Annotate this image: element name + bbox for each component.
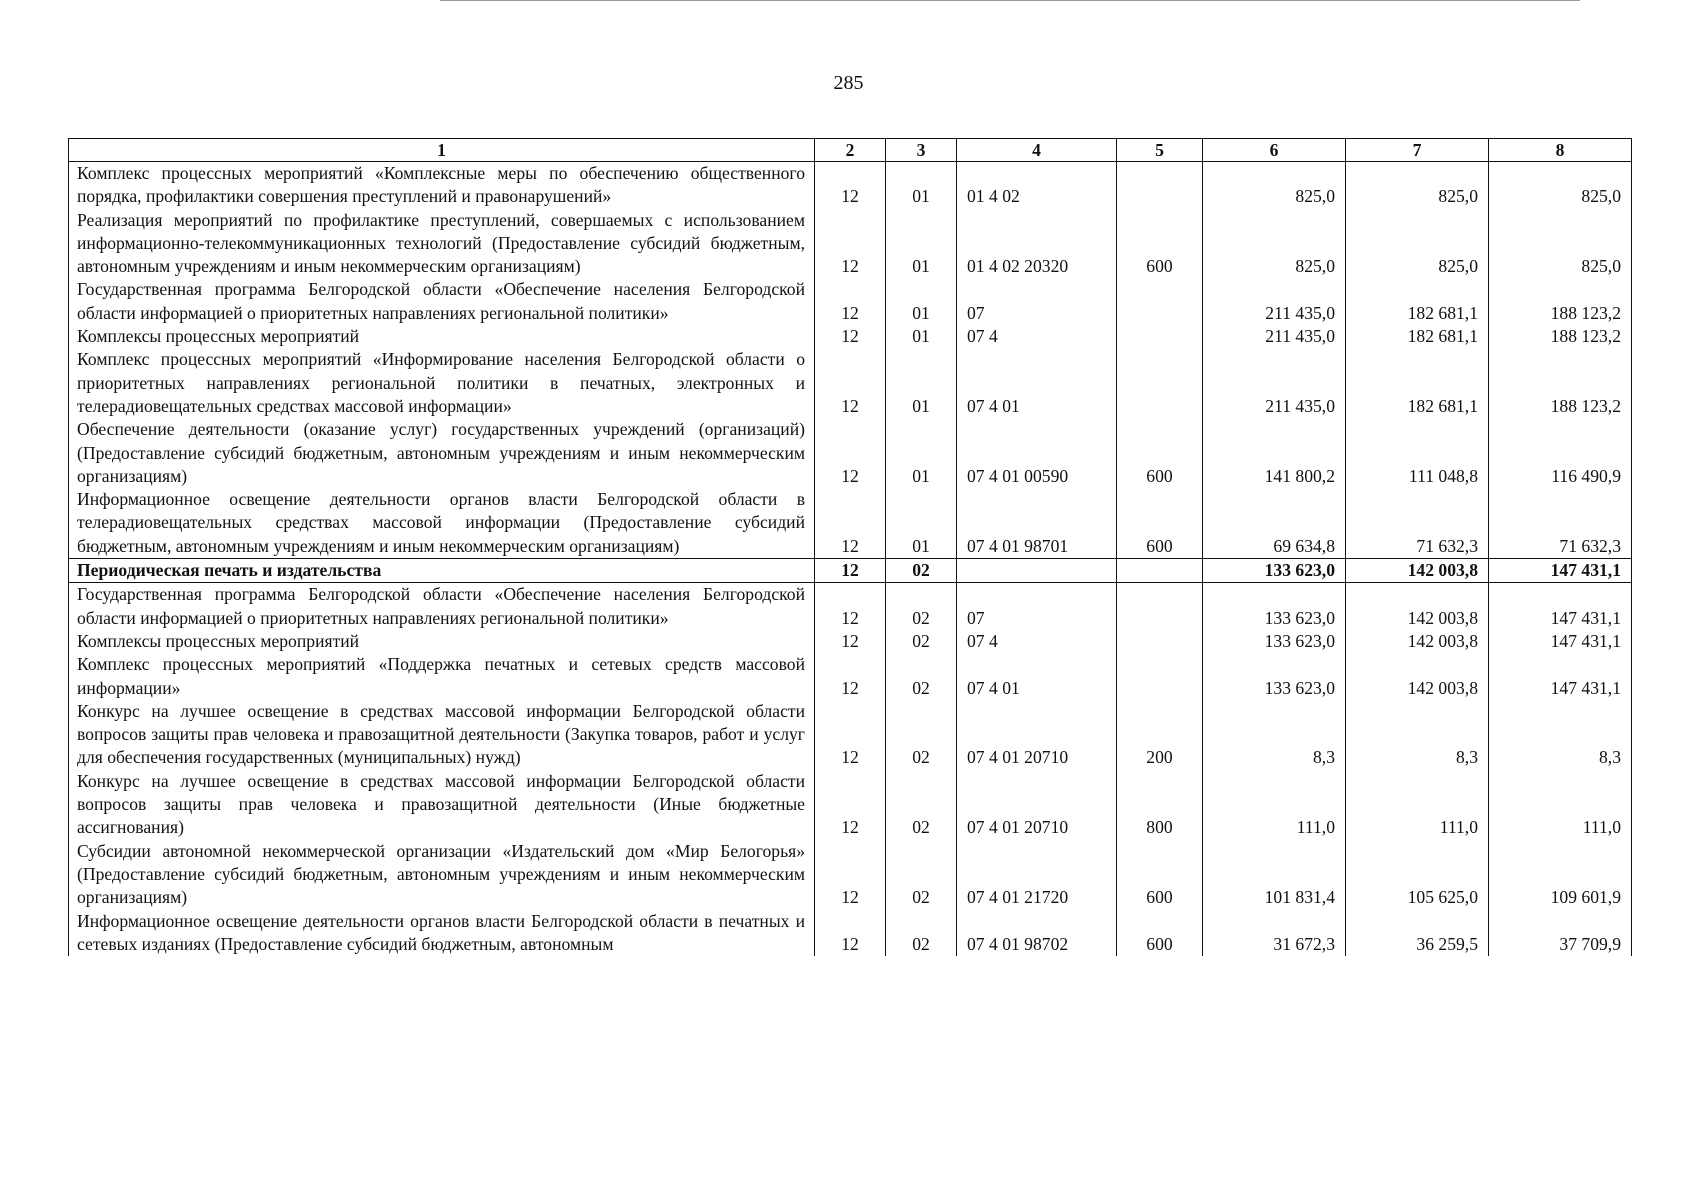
table-row xyxy=(69,278,1632,325)
row-expense-type: 600 xyxy=(1117,910,1203,957)
row-name: Информационное освещение деятельности органов власти Белгородской области в телерадиовещательных средствах массовой информации (Предоставление субсидий бюджетным, автономным учреждениям и иным некоммерческим организациям) xyxy=(69,488,815,558)
row-name: Комплекс процессных мероприятий «Информирование населения Белгородской области о приоритетных направлениях региональной политики в печатных, электронных и телерадиовещательных средствах массовой информации» xyxy=(69,348,815,418)
header-col-8: 8 xyxy=(1489,139,1632,162)
row-amount-col6: 825,0 xyxy=(1203,162,1346,209)
row-name: Субсидии автономной некоммерческой организации «Издательский дом «Мир Белогорья» (Предоставление субсидий бюджетным, автономным учреждениям и иным некоммерческим организациям) xyxy=(69,840,815,910)
row-amount-col6: 133 623,0 xyxy=(1203,630,1346,653)
row-section-code: 12 xyxy=(815,348,886,418)
row-section-code: 12 xyxy=(815,653,886,700)
row-subsection-code: 01 xyxy=(886,488,957,558)
row-target-article: 07 4 01 20710 xyxy=(957,700,1117,770)
row-expense-type: 200 xyxy=(1117,700,1203,770)
row-amount-col7: 71 632,3 xyxy=(1346,488,1489,558)
row-expense-type xyxy=(1117,278,1203,325)
row-amount-col7: 182 681,1 xyxy=(1346,348,1489,418)
row-amount-col6: 825,0 xyxy=(1203,209,1346,279)
table-row xyxy=(69,325,1632,348)
row-name: Периодическая печать и издательства xyxy=(69,559,815,583)
row-subsection-code: 02 xyxy=(886,653,957,700)
row-expense-type xyxy=(1117,325,1203,348)
row-target-article: 07 4 01 20710 xyxy=(957,770,1117,840)
row-section-code: 12 xyxy=(815,700,886,770)
row-amount-col6: 141 800,2 xyxy=(1203,418,1346,488)
row-amount-col7: 182 681,1 xyxy=(1346,325,1489,348)
row-amount-col7: 36 259,5 xyxy=(1346,910,1489,957)
table-row xyxy=(69,209,1632,279)
row-amount-col7: 182 681,1 xyxy=(1346,278,1489,325)
table-row xyxy=(69,488,1632,558)
row-amount-col7: 142 003,8 xyxy=(1346,653,1489,700)
row-target-article: 07 4 01 xyxy=(957,653,1117,700)
row-section-code: 12 xyxy=(815,209,886,279)
row-target-article: 07 4 01 21720 xyxy=(957,840,1117,910)
row-amount-col8: 116 490,9 xyxy=(1489,418,1632,488)
table-row xyxy=(69,770,1632,840)
row-amount-col7: 111 048,8 xyxy=(1346,418,1489,488)
row-amount-col7: 105 625,0 xyxy=(1346,840,1489,910)
row-amount-col8: 109 601,9 xyxy=(1489,840,1632,910)
row-amount-col7: 142 003,8 xyxy=(1346,583,1489,630)
row-amount-col8: 188 123,2 xyxy=(1489,325,1632,348)
row-target-article xyxy=(957,559,1117,583)
header-col-7: 7 xyxy=(1346,139,1489,162)
row-name: Государственная программа Белгородской области «Обеспечение населения Белгородской области информацией о приоритетных направлениях региональной политики» xyxy=(69,278,815,325)
row-amount-col8: 188 123,2 xyxy=(1489,348,1632,418)
row-section-code: 12 xyxy=(815,278,886,325)
row-target-article: 07 xyxy=(957,583,1117,630)
row-amount-col7: 825,0 xyxy=(1346,209,1489,279)
row-expense-type xyxy=(1117,559,1203,583)
row-subsection-code: 01 xyxy=(886,348,957,418)
row-subsection-code: 02 xyxy=(886,770,957,840)
row-target-article: 07 4 01 98701 xyxy=(957,488,1117,558)
table-row xyxy=(69,840,1632,910)
row-section-code: 12 xyxy=(815,488,886,558)
row-expense-type xyxy=(1117,653,1203,700)
row-section-code: 12 xyxy=(815,840,886,910)
table-row xyxy=(69,583,1632,630)
row-target-article: 01 4 02 20320 xyxy=(957,209,1117,279)
row-amount-col6: 133 623,0 xyxy=(1203,559,1346,583)
row-amount-col8: 111,0 xyxy=(1489,770,1632,840)
row-amount-col8: 825,0 xyxy=(1489,162,1632,209)
header-col-6: 6 xyxy=(1203,139,1346,162)
header-col-1: 1 xyxy=(69,139,815,162)
row-subsection-code: 01 xyxy=(886,418,957,488)
row-subsection-code: 02 xyxy=(886,700,957,770)
row-subsection-code: 01 xyxy=(886,209,957,279)
row-amount-col6: 69 634,8 xyxy=(1203,488,1346,558)
row-amount-col6: 211 435,0 xyxy=(1203,278,1346,325)
table-row xyxy=(69,700,1632,770)
row-amount-col6: 133 623,0 xyxy=(1203,583,1346,630)
row-target-article: 07 xyxy=(957,278,1117,325)
row-target-article: 07 4 xyxy=(957,325,1117,348)
row-subsection-code: 01 xyxy=(886,162,957,209)
page-number: 285 xyxy=(833,72,864,94)
section-total-row xyxy=(69,559,1632,583)
row-expense-type: 800 xyxy=(1117,770,1203,840)
row-section-code: 12 xyxy=(815,910,886,957)
row-expense-type: 600 xyxy=(1117,418,1203,488)
header-col-4: 4 xyxy=(957,139,1117,162)
row-amount-col6: 211 435,0 xyxy=(1203,348,1346,418)
row-amount-col6: 111,0 xyxy=(1203,770,1346,840)
row-name: Комплексы процессных мероприятий xyxy=(69,325,815,348)
row-amount-col6: 31 672,3 xyxy=(1203,910,1346,957)
row-target-article: 07 4 01 98702 xyxy=(957,910,1117,957)
row-amount-col8: 147 431,1 xyxy=(1489,583,1632,630)
row-subsection-code: 02 xyxy=(886,840,957,910)
row-amount-col8: 37 709,9 xyxy=(1489,910,1632,957)
table-row xyxy=(69,348,1632,418)
row-name: Комплекс процессных мероприятий «Комплексные меры по обеспечению общественного порядка, профилактики совершения преступлений и правонарушений» xyxy=(69,162,815,209)
row-expense-type: 600 xyxy=(1117,840,1203,910)
row-expense-type xyxy=(1117,348,1203,418)
row-section-code: 12 xyxy=(815,559,886,583)
budget-table xyxy=(68,138,1632,956)
row-section-code: 12 xyxy=(815,770,886,840)
table-row xyxy=(69,162,1632,209)
header-col-2: 2 xyxy=(815,139,886,162)
row-amount-col7: 825,0 xyxy=(1346,162,1489,209)
row-section-code: 12 xyxy=(815,418,886,488)
row-subsection-code: 01 xyxy=(886,278,957,325)
row-name: Обеспечение деятельности (оказание услуг) государственных учреждений (организаций) (Предоставление субсидий бюджетным, автономным учреждениям и иным некоммерческим организациям) xyxy=(69,418,815,488)
header-row xyxy=(69,139,1632,162)
row-name: Информационное освещение деятельности органов власти Белгородской области в печатных и сетевых изданиях (Предоставление субсидий бюджетным, автономным xyxy=(69,910,815,957)
row-section-code: 12 xyxy=(815,162,886,209)
row-target-article: 01 4 02 xyxy=(957,162,1117,209)
row-amount-col7: 142 003,8 xyxy=(1346,559,1489,583)
row-amount-col6: 211 435,0 xyxy=(1203,325,1346,348)
row-amount-col7: 111,0 xyxy=(1346,770,1489,840)
row-amount-col8: 188 123,2 xyxy=(1489,278,1632,325)
row-section-code: 12 xyxy=(815,630,886,653)
row-section-code: 12 xyxy=(815,325,886,348)
row-target-article: 07 4 01 00590 xyxy=(957,418,1117,488)
row-amount-col8: 147 431,1 xyxy=(1489,630,1632,653)
table-row xyxy=(69,910,1632,957)
row-expense-type xyxy=(1117,162,1203,209)
row-name: Комплекс процессных мероприятий «Поддержка печатных и сетевых средств массовой информации» xyxy=(69,653,815,700)
row-subsection-code: 02 xyxy=(886,583,957,630)
row-subsection-code: 01 xyxy=(886,325,957,348)
row-amount-col7: 8,3 xyxy=(1346,700,1489,770)
header-col-3: 3 xyxy=(886,139,957,162)
row-expense-type xyxy=(1117,583,1203,630)
row-amount-col6: 133 623,0 xyxy=(1203,653,1346,700)
row-name: Реализация мероприятий по профилактике преступлений, совершаемых с использованием информационно-телекоммуникационных технологий (Предоставление субсидий бюджетным, автономным учреждениям и иным некоммерческим организациям) xyxy=(69,209,815,279)
table-row xyxy=(69,630,1632,653)
table-row xyxy=(69,653,1632,700)
row-amount-col6: 8,3 xyxy=(1203,700,1346,770)
table-row xyxy=(69,418,1632,488)
row-subsection-code: 02 xyxy=(886,630,957,653)
top-rule xyxy=(440,0,1580,1)
row-subsection-code: 02 xyxy=(886,559,957,583)
row-amount-col8: 825,0 xyxy=(1489,209,1632,279)
row-amount-col8: 71 632,3 xyxy=(1489,488,1632,558)
row-amount-col8: 147 431,1 xyxy=(1489,653,1632,700)
row-name: Государственная программа Белгородской области «Обеспечение населения Белгородской области информацией о приоритетных направлениях региональной политики» xyxy=(69,583,815,630)
row-amount-col6: 101 831,4 xyxy=(1203,840,1346,910)
row-target-article: 07 4 xyxy=(957,630,1117,653)
table-body xyxy=(69,162,1632,957)
row-target-article: 07 4 01 xyxy=(957,348,1117,418)
row-amount-col8: 147 431,1 xyxy=(1489,559,1632,583)
row-expense-type: 600 xyxy=(1117,488,1203,558)
row-subsection-code: 02 xyxy=(886,910,957,957)
row-expense-type xyxy=(1117,630,1203,653)
row-amount-col8: 8,3 xyxy=(1489,700,1632,770)
row-section-code: 12 xyxy=(815,583,886,630)
row-name: Конкурс на лучшее освещение в средствах массовой информации Белгородской области вопросов защиты прав человека и правозащитной деятельности (Иные бюджетные ассигнования) xyxy=(69,770,815,840)
row-expense-type: 600 xyxy=(1117,209,1203,279)
row-name: Конкурс на лучшее освещение в средствах массовой информации Белгородской области вопросов защиты прав человека и правозащитной деятельности (Закупка товаров, работ и услуг для обеспечения государственных (муниципальных) нужд) xyxy=(69,700,815,770)
row-name: Комплексы процессных мероприятий xyxy=(69,630,815,653)
row-amount-col7: 142 003,8 xyxy=(1346,630,1489,653)
header-col-5: 5 xyxy=(1117,139,1203,162)
